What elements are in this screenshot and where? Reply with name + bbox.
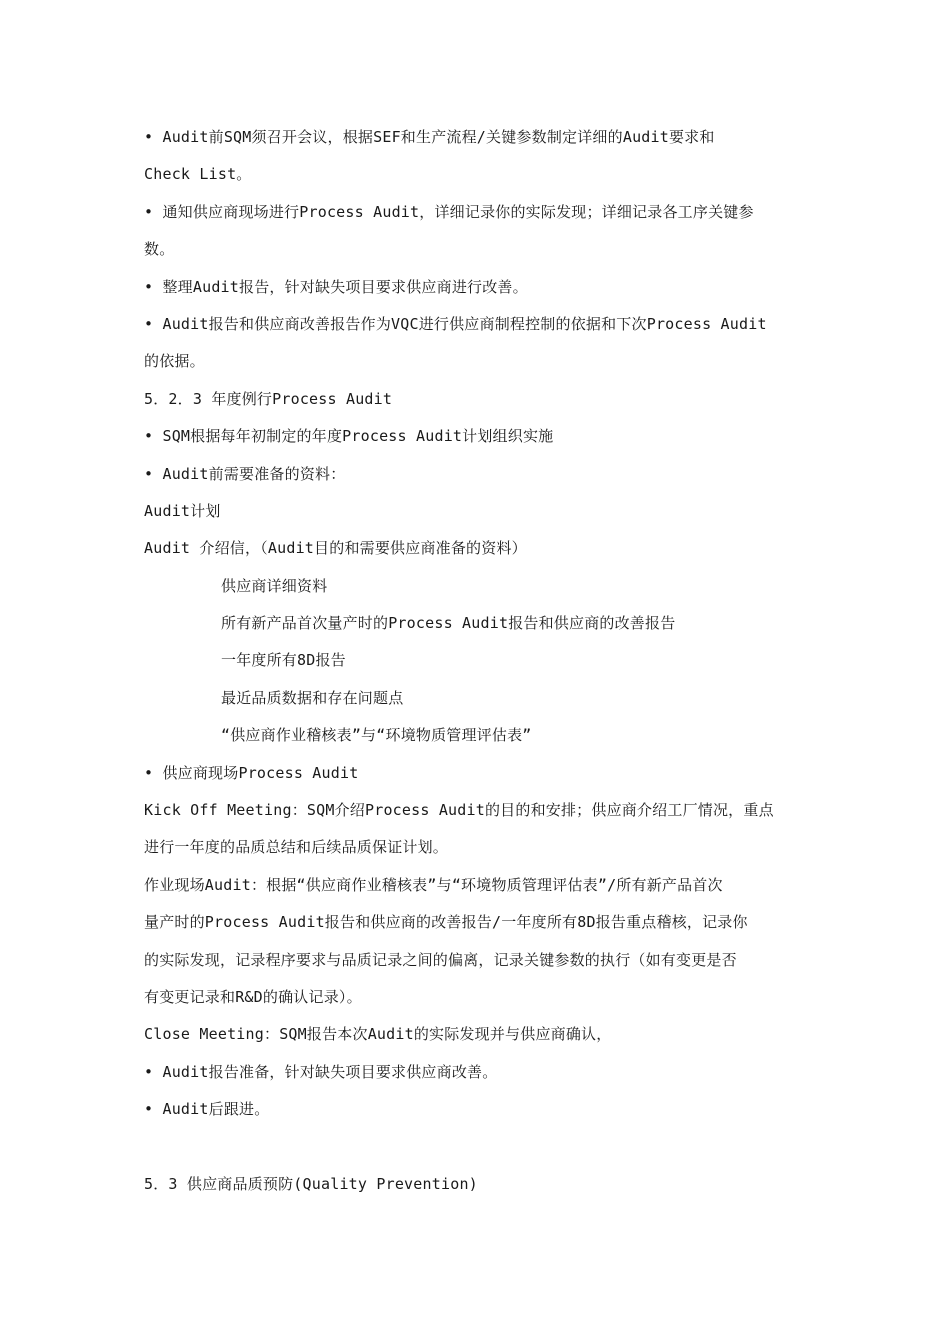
- text-line: • Audit前需要准备的资料：: [144, 464, 346, 483]
- text-line: 量产时的Process Audit报告和供应商的改善报告/一年度所有8D报告重点稽核，记录你: [144, 913, 748, 932]
- text-line: 有变更记录和R&D的确认记录）。: [144, 987, 362, 1006]
- text-line: • Audit报告准备，针对缺失项目要求供应商改善。: [144, 1062, 498, 1081]
- text-line: • 供应商现场Process Audit: [144, 763, 359, 782]
- text-line: Kick Off Meeting：SQM介绍Process Audit的目的和安排；供应商介绍工厂情况，重点: [144, 801, 774, 820]
- text-line: • Audit前SQM须召开会议，根据SEF和生产流程/关键参数制定详细的Audit要求和: [144, 128, 715, 146]
- text-line: • Audit报告和供应商改善报告作为VQC进行供应商制程控制的依据和下次Process Audit: [144, 314, 767, 333]
- document-body: [144, 119, 814, 1203]
- section-heading: 5．3 供应商品质预防(Quality Prevention): [144, 1174, 478, 1193]
- text-line: Audit 介绍信，（Audit目的和需要供应商准备的资料）: [144, 539, 527, 558]
- section-heading: 5．2．3 年度例行Process Audit: [144, 389, 393, 408]
- indented-line: “供应商作业稽核表”与“环境物质管理评估表”: [221, 726, 532, 745]
- text-line: 进行一年度的品质总结和后续品质保证计划。: [144, 838, 449, 857]
- text-line: 作业现场Audit：根据“供应商作业稽核表”与“环境物质管理评估表”/所有新产品首次: [144, 875, 723, 894]
- indented-line: 一年度所有8D报告: [221, 651, 346, 670]
- text-line: • 通知供应商现场进行Process Audit，详细记录你的实际发现；详细记录各工序关键参: [144, 202, 754, 221]
- text-line: 的依据。: [144, 352, 205, 371]
- text-line: 数。: [144, 240, 175, 259]
- text-line: Audit计划: [144, 501, 221, 520]
- text-line: Check List。: [144, 165, 252, 184]
- indented-line: 所有新产品首次量产时的Process Audit报告和供应商的改善报告: [221, 614, 676, 633]
- text-line: • SQM根据每年初制定的年度Process Audit计划组织实施: [144, 427, 554, 446]
- indented-line: 供应商详细资料: [221, 576, 328, 595]
- text-line: • 整理Audit报告，针对缺失项目要求供应商进行改善。: [144, 277, 528, 296]
- text-line: 的实际发现，记录程序要求与品质记录之间的偏离，记录关键参数的执行（如有变更是否: [144, 950, 737, 969]
- blank-line: [144, 1129, 814, 1166]
- indented-line: 最近品质数据和存在问题点: [221, 688, 404, 707]
- text-line: Close Meeting：SQM报告本次Audit的实际发现并与供应商确认，: [144, 1025, 612, 1044]
- text-line: • Audit后跟进。: [144, 1100, 270, 1119]
